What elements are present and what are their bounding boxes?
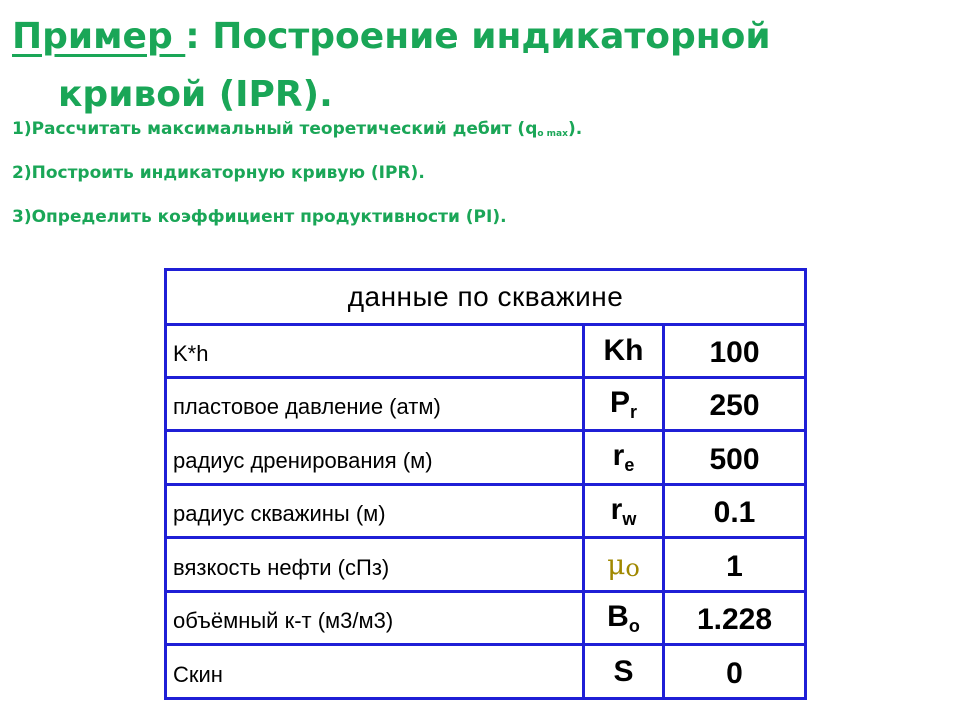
param-symbol: $r_e$ (584, 431, 664, 484)
param-value: 100 (664, 324, 806, 377)
table-row (166, 431, 806, 484)
param-name: Скин (166, 645, 584, 699)
param-name: пластовое давление (атм) (166, 377, 584, 430)
param-value: 1.228 (664, 591, 806, 644)
task-item-2: 2)Построить индикаторную кривую (IPR). (12, 163, 425, 183)
task-item-1: 1)Рассчитать максимальный теоретический дебит $(q_{o max})$. (12, 119, 583, 139)
task-item-3: 3)Определить коэффициент продуктивности (PI). (12, 207, 507, 227)
task-list (12, 118, 582, 250)
param-name: объёмный к-т (м3/м3) (166, 591, 584, 644)
title-rest: : Построение индикаторной (185, 16, 771, 57)
param-value: 250 (664, 377, 806, 430)
table-row (166, 591, 806, 644)
param-name: вязкость нефти (сПз) (166, 538, 584, 591)
table-row (166, 324, 806, 377)
param-symbol: $B_o$ (584, 591, 664, 644)
well-data-table (164, 268, 807, 700)
param-name: радиус дренирования (м) (166, 431, 584, 484)
table-header: данные по скважине (166, 270, 806, 325)
param-value: 500 (664, 431, 806, 484)
table-row (166, 484, 806, 537)
title-prefix: Пример (12, 16, 186, 57)
table-header-row (166, 270, 806, 325)
title-line2: кривой (IPR). (58, 74, 333, 115)
param-value: 1 (664, 538, 806, 591)
param-value: 0.1 (664, 484, 806, 537)
param-name: радиус скважины (м) (166, 484, 584, 537)
param-name: K*h (166, 324, 584, 377)
param-symbol: $\mu_o$ (584, 538, 664, 591)
param-symbol: S (584, 645, 664, 699)
param-value: 0 (664, 645, 806, 699)
param-symbol: Kh (584, 324, 664, 377)
slide-title (12, 8, 942, 124)
table-row (166, 538, 806, 591)
table-row (166, 377, 806, 430)
param-symbol: $P_r$ (584, 377, 664, 430)
table-row (166, 645, 806, 699)
param-symbol: $r_w$ (584, 484, 664, 537)
